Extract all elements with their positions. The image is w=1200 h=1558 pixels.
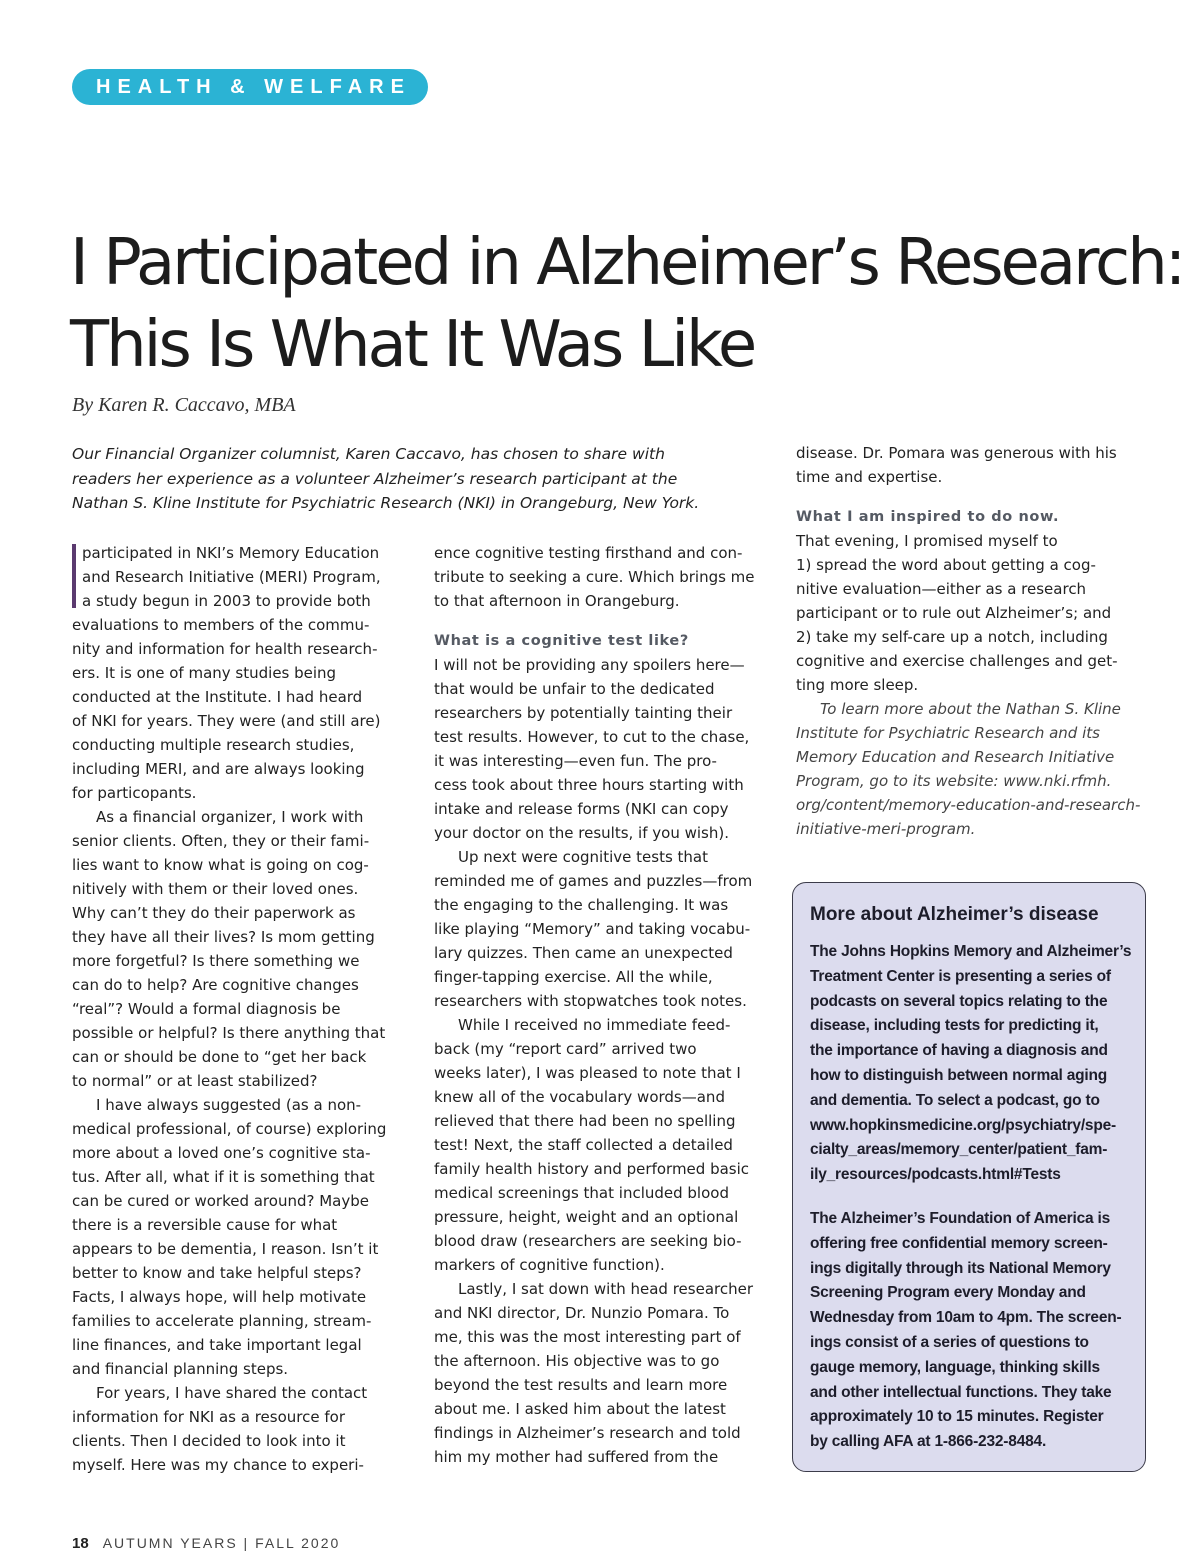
sidebar-line: and dementia. To select a podcast, go to	[810, 1091, 1100, 1109]
text-line: participated in NKI’s Memory Education	[82, 544, 380, 562]
text-line: line finances, and take important legal	[72, 1336, 362, 1354]
text-line: time and expertise.	[796, 468, 943, 486]
text-line: Facts, I always hope, will help motivate	[72, 1288, 367, 1306]
sidebar-line: by calling AFA at 1-866-232-8484.	[810, 1433, 1047, 1451]
sidebar-line: ily_resources/podcasts.html#Tests	[810, 1166, 1061, 1184]
website-note-line: org/content/memory-education-and-research-	[796, 796, 1141, 814]
text-line: finger-tapping exercise. All the while,	[434, 968, 713, 986]
text-line: I will not be providing any spoilers here—	[434, 656, 745, 674]
text-line: clients. Then I decided to look into it	[72, 1432, 346, 1450]
text-line: possible or helpful? Is there anything that	[72, 1024, 386, 1042]
text-line: and Research Initiative (MERI) Program,	[82, 568, 381, 586]
text-line: senior clients. Often, they or their fami-	[72, 832, 370, 850]
text-line: for particopants.	[72, 784, 197, 802]
text-line: back (my “report card” arrived two	[434, 1040, 697, 1058]
text-line: lary quizzes. Then came an unexpected	[434, 944, 733, 962]
text-line: it was interesting—even fun. The pro-	[434, 752, 717, 770]
text-line: nitively with them or their loved ones.	[72, 880, 359, 898]
text-line: reminded me of games and puzzles—from	[434, 872, 753, 890]
text-line: I have always suggested (as a non-	[96, 1096, 362, 1114]
text-line: and NKI director, Dr. Nunzio Pomara. To	[434, 1304, 730, 1322]
text-line: participant or to rule out Alzheimer’s; and	[796, 604, 1112, 622]
text-line: appears to be dementia, I reason. Isn’t it	[72, 1240, 379, 1258]
text-line: information for NKI as a resource for	[72, 1408, 345, 1426]
text-line: 1) spread the word about getting a cog-	[796, 556, 1096, 574]
text-line: lies want to know what is going on cog-	[72, 856, 369, 874]
publication-info: AUTUMN YEARS | FALL 2020	[102, 1535, 341, 1551]
section-label: HEALTH & WELFARE	[72, 69, 428, 105]
text-line: can be cured or worked around? Maybe	[72, 1192, 369, 1210]
text-line: markers of cognitive function).	[434, 1256, 665, 1274]
sidebar-line: Treatment Center is presenting a series of	[810, 967, 1111, 985]
page-number: 18	[72, 1535, 89, 1552]
text-line: ting more sleep.	[796, 676, 919, 694]
sidebar-line: podcasts on several topics relating to the	[810, 992, 1108, 1010]
byline: By Karen R. Caccavo, MBA	[72, 394, 296, 416]
sidebar-line: The Alzheimer’s Foundation of America is	[810, 1209, 1111, 1227]
page-footer	[72, 1535, 340, 1552]
website-note-line: Program, go to its website: www.nki.rfmh.	[796, 772, 1112, 790]
text-line: “real”? Would a formal diagnosis be	[72, 1000, 341, 1018]
text-line: ence cognitive testing firsthand and con-	[434, 544, 743, 562]
text-line: that would be unfair to the dedicated	[434, 680, 715, 698]
text-line: him my mother had suffered from the	[434, 1448, 719, 1466]
sidebar-line: gauge memory, language, thinking skills	[810, 1358, 1100, 1376]
text-line: knew all of the vocabulary words—and	[434, 1088, 725, 1106]
text-line: For years, I have shared the contact	[96, 1384, 368, 1402]
headline-line-1: I Participated in Alzheimer’s Research:	[70, 226, 1184, 300]
article-column-3	[796, 441, 1141, 841]
sidebar-line: The Johns Hopkins Memory and Alzheimer’s	[810, 943, 1132, 960]
text-line: tribute to seeking a cure. Which brings me	[434, 568, 755, 586]
text-line: families to accelerate planning, stream-	[72, 1312, 372, 1330]
text-line: findings in Alzheimer’s research and told	[434, 1424, 741, 1442]
website-note-line: To learn more about the Nathan S. Kline	[820, 700, 1121, 718]
sidebar-line: approximately 10 to 15 minutes. Register	[810, 1408, 1104, 1426]
text-line: the afternoon. His objective was to go	[434, 1352, 720, 1370]
text-line: relieved that there had been no spelling	[434, 1112, 736, 1130]
text-line: While I received no immediate feed-	[458, 1016, 731, 1034]
text-line: researchers with stopwatches took notes.	[434, 992, 747, 1010]
intro-paragraph	[72, 442, 782, 516]
text-line: That evening, I promised myself to	[796, 532, 1058, 550]
text-line: better to know and take helpful steps?	[72, 1264, 362, 1282]
subheading: What I am inspired to do now.	[796, 509, 1060, 525]
text-line: nitive evaluation—either as a research	[796, 580, 1087, 598]
text-line: more about a loved one’s cognitive sta-	[72, 1144, 371, 1162]
text-line: there is a reversible cause for what	[72, 1216, 338, 1234]
sidebar-line: ings consist of a series of questions to	[810, 1333, 1089, 1351]
text-line: researchers by potentially tainting their	[434, 704, 733, 722]
text-line: evaluations to members of the commu-	[72, 616, 370, 634]
text-line: nity and information for health research-	[72, 640, 378, 658]
website-note-line: Memory Education and Research Initiative	[796, 748, 1115, 766]
text-line: pressure, height, weight and an optional	[434, 1208, 739, 1226]
text-line: weeks later), I was pleased to note that I	[434, 1064, 741, 1082]
sidebar-line: Screening Program every Monday and	[810, 1284, 1086, 1302]
intro-line: Nathan S. Kline Institute for Psychiatric Research (NKI) in Orangeburg, New York.	[72, 494, 700, 512]
text-line: cognitive and exercise challenges and get-	[796, 652, 1118, 670]
text-line: test results. However, to cut to the chase,	[434, 728, 750, 746]
text-line: to that afternoon in Orangeburg.	[434, 592, 680, 610]
text-line: Up next were cognitive tests that	[458, 848, 708, 866]
text-line: ers. It is one of many studies being	[72, 664, 337, 682]
sidebar-line: cialty_areas/memory_center/patient_fam-	[810, 1141, 1108, 1159]
text-line: like playing “Memory” and taking vocabu-	[434, 920, 751, 938]
text-line: can or should be done to “get her back	[72, 1048, 367, 1066]
text-line: intake and release forms (NKI can copy	[434, 800, 729, 818]
page-title	[70, 222, 1184, 386]
text-line: including MERI, and are always looking	[72, 760, 365, 778]
text-line: a study begun in 2003 to provide both	[82, 592, 371, 610]
sidebar-body	[810, 940, 1140, 1455]
website-note-line: initiative-meri-program.	[796, 820, 976, 838]
text-line: tus. After all, what if it is something that	[72, 1168, 375, 1186]
text-line: beyond the test results and learn more	[434, 1376, 728, 1394]
headline-line-2: This Is What It Was Like	[70, 308, 755, 382]
sidebar-line: and other intellectual functions. They take	[810, 1383, 1112, 1401]
intro-line: readers her experience as a volunteer Alzheimer’s research participant at the	[72, 469, 678, 488]
text-line: 2) take my self-care up a notch, including	[796, 628, 1108, 646]
text-line: medical screenings that included blood	[434, 1184, 729, 1202]
text-line: me, this was the most interesting part of	[434, 1328, 741, 1346]
subheading: What is a cognitive test like?	[434, 633, 689, 649]
text-line: they have all their lives? Is mom getting	[72, 928, 375, 946]
sidebar-line: ings digitally through its National Memory	[810, 1259, 1111, 1277]
text-line: test! Next, the staff collected a detailed	[434, 1136, 733, 1154]
text-line: conducted at the Institute. I had heard	[72, 688, 363, 706]
website-note-line: Institute for Psychiatric Research and its	[796, 724, 1100, 742]
text-line: blood draw (researchers are seeking bio-	[434, 1232, 742, 1250]
text-line: cess took about three hours starting with	[434, 776, 744, 794]
text-line: myself. Here was my chance to experi-	[72, 1456, 364, 1474]
text-line: As a financial organizer, I work with	[96, 808, 364, 826]
sidebar-line: disease, including tests for predicting it,	[810, 1017, 1099, 1035]
text-line: your doctor on the results, if you wish).	[434, 824, 729, 842]
text-line: to normal” or at least stabilized?	[72, 1072, 318, 1090]
article-column-2	[434, 541, 774, 1469]
text-line: Lastly, I sat down with head researcher	[458, 1280, 754, 1298]
sidebar-line: how to distinguish between normal aging	[810, 1066, 1108, 1084]
text-line: of NKI for years. They were (and still are)	[72, 712, 381, 730]
sidebar-title: More about Alzheimer’s disease	[810, 904, 1099, 925]
text-line: Why can’t they do their paperwork as	[72, 904, 356, 922]
text-line: disease. Dr. Pomara was generous with his	[796, 444, 1117, 462]
text-line: conducting multiple research studies,	[72, 736, 355, 754]
sidebar-line: www.hopkinsmedicine.org/psychiatry/spe-	[810, 1116, 1117, 1134]
intro-line: Our Financial Organizer columnist, Karen Caccavo, has chosen to share with	[72, 445, 665, 463]
sidebar-line: the importance of having a diagnosis and	[810, 1042, 1108, 1060]
article-column-1	[72, 541, 412, 1477]
text-line: can do to help? Are cognitive changes	[72, 976, 359, 994]
sidebar-line: offering free confidential memory screen-	[810, 1234, 1108, 1252]
text-line: family health history and performed basic	[434, 1160, 750, 1178]
text-line: the engaging to the challenging. It was	[434, 896, 729, 914]
text-line: and financial planning steps.	[72, 1360, 289, 1378]
text-line: about me. I asked him about the latest	[434, 1400, 726, 1418]
text-line: medical professional, of course) exploring	[72, 1120, 387, 1138]
sidebar-line: Wednesday from 10am to 4pm. The screen-	[810, 1309, 1122, 1327]
text-line: more forgetful? Is there something we	[72, 952, 360, 970]
